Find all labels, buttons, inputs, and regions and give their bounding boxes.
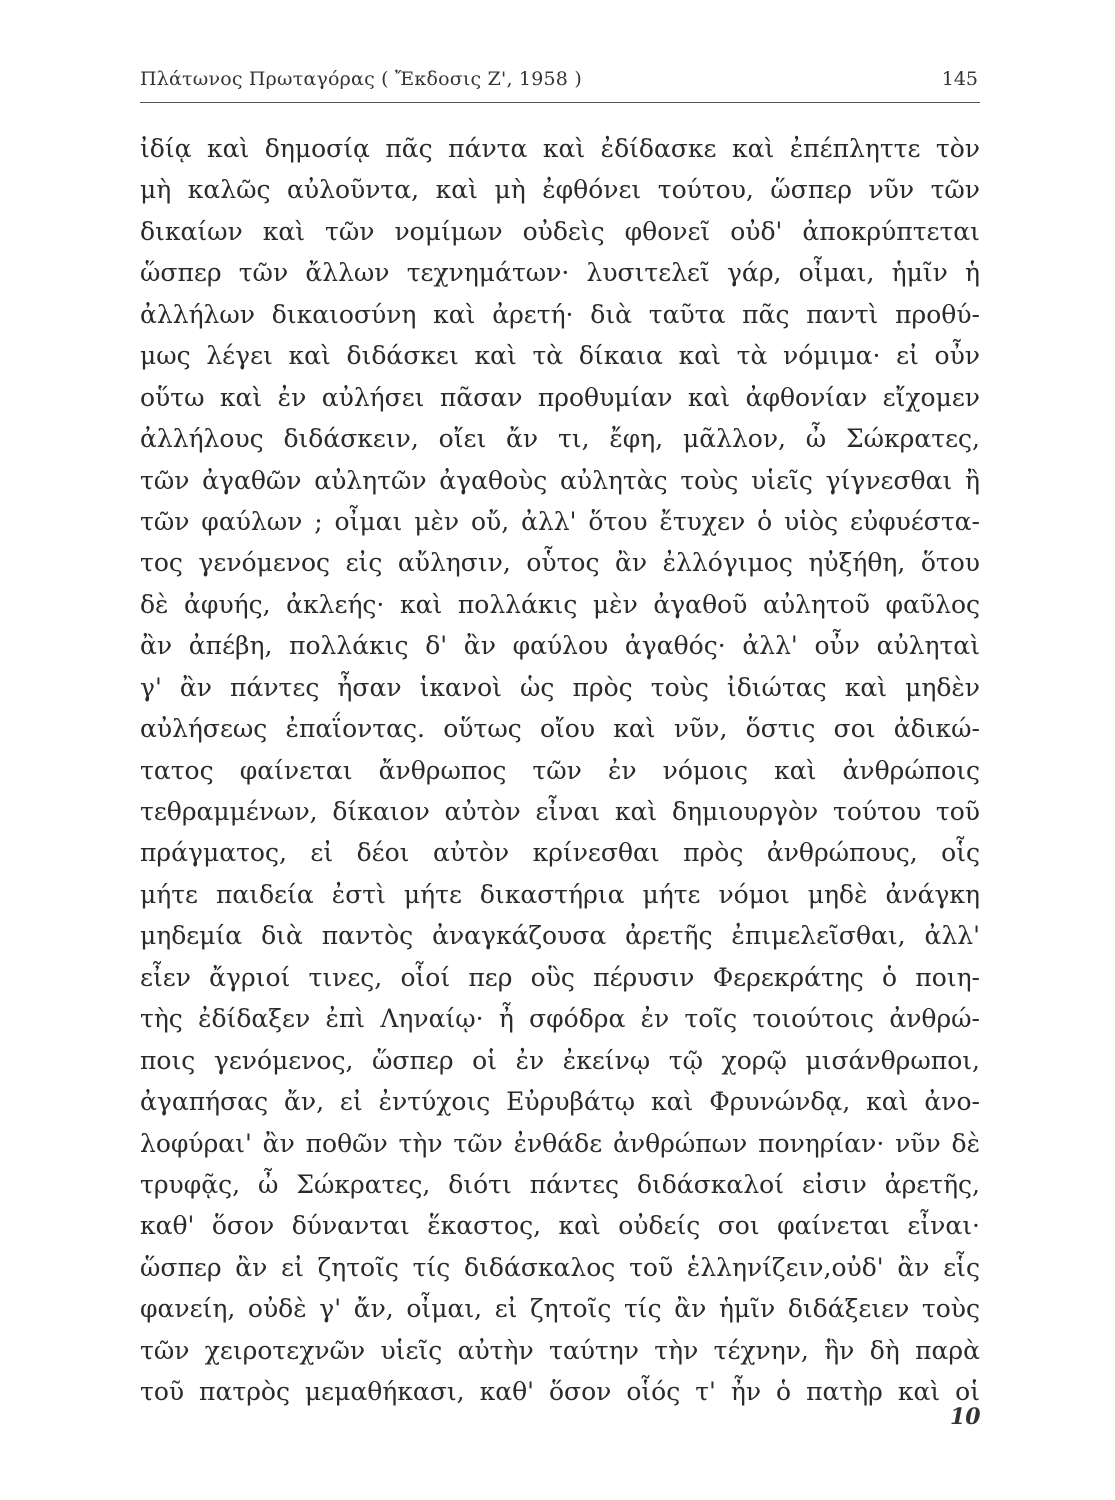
text-line: τοῦ πατρὸς μεμαθήκασι, καθ' ὅσον οἷός τ' ἦν ὁ πατὴρ καὶ οἱ	[140, 1377, 980, 1407]
text-line: ἀλλήλων δικαιοσύνη καὶ ἀρετή· διὰ ταῦτα πᾶς παντὶ προθύ-	[140, 299, 980, 329]
text-line: δικαίων καὶ τῶν νομίμων οὐδεὶς φθονεῖ οὐδ' ἀποκρύπτεται	[140, 216, 980, 246]
text-line: καθ' ὅσον δύνανται ἕκαστος, καὶ οὐδείς σοι φαίνεται εἶναι·	[140, 1211, 980, 1241]
text-line: δὲ ἀφυής, ἀκλεής· καὶ πολλάκις μὲν ἀγαθοῦ αὐλητοῦ φαῦλος	[140, 589, 980, 619]
text-line: αὐλήσεως ἐπαΐοντας. οὕτως οἴου καὶ νῦν, ὅστις σοι ἀδικώ-	[140, 714, 980, 744]
text-line: μήτε παιδεία ἐστὶ μήτε δικαστήρια μήτε νόμοι μηδὲ ἀνάγκη	[140, 879, 980, 909]
text-line: γ' ἂν πάντες ἦσαν ἱκανοὶ ὡς πρὸς τοὺς ἰδιώτας καὶ μηδὲν	[140, 672, 980, 702]
text-line: ἰδίᾳ καὶ δημοσίᾳ πᾶς πάντα καὶ ἐδίδασκε καὶ ἐπέπληττε τὸν	[140, 134, 980, 163]
text-line: πράγματος, εἰ δέοι αὐτὸν κρίνεσθαι πρὸς ἀνθρώπους, οἷς	[140, 838, 980, 868]
text-line: λοφύραι' ἂν ποθῶν τὴν τῶν ἐνθάδε ἀνθρώπων πονηρίαν· νῦν δὲ	[140, 1128, 980, 1158]
text-line: τος γενόμενος εἰς αὔλησιν, οὗτος ἂν ἐλλόγιμος ηὐξήθη, ὅτου	[140, 548, 980, 578]
running-head	[140, 64, 980, 103]
text-line: τῶν χειροτεχνῶν υἱεῖς αὐτὴν ταύτην τὴν τέχνην, ἣν δὴ παρὰ	[140, 1335, 980, 1365]
signature-mark: 10	[950, 1404, 981, 1430]
text-line: τατος φαίνεται ἄνθρωπος τῶν ἐν νόμοις καὶ ἀνθρώποις	[140, 755, 980, 785]
text-line: εἶεν ἄγριοί τινες, οἷοί περ οὓς πέρυσιν Φερεκράτης ὁ ποιη-	[140, 962, 980, 992]
text-line: τρυφᾷς, ὦ Σώκρατες, διότι πάντες διδάσκαλοί εἰσιν ἀρετῆς,	[140, 1169, 980, 1199]
text-line: ἀγαπήσας ἄν, εἰ ἐντύχοις Εὐρυβάτῳ καὶ Φρυνώνδᾳ, καὶ ἀνο-	[140, 1087, 980, 1117]
text-line: ὥσπερ τῶν ἄλλων τεχνημάτων· λυσιτελεῖ γάρ, οἶμαι, ἡμῖν ἡ	[140, 258, 980, 288]
text-line: οὕτω καὶ ἐν αὐλήσει πᾶσαν προθυμίαν καὶ ἀφθονίαν εἴχομεν	[140, 382, 980, 412]
text-line: τῶν ἀγαθῶν αὐλητῶν ἀγαθοὺς αὐλητὰς τοὺς υἱεῖς γίγνεσθαι ἢ	[140, 465, 980, 495]
running-title: Πλάτωνος Πρωταγόρας ( Ἔκδοσις Ζ', 1958 )	[140, 68, 582, 90]
text-line: ἂν ἀπέβη, πολλάκις δ' ἂν φαύλου ἀγαθός· ἀλλ' οὖν αὐληταὶ	[140, 631, 980, 661]
text-line: τὴς ἐδίδαξεν ἐπὶ Ληναίῳ· ἦ σφόδρα ἐν τοῖς τοιούτοις ἀνθρώ-	[140, 1004, 980, 1034]
text-line: μὴ καλῶς αὐλοῦντα, καὶ μὴ ἐφθόνει τούτου, ὥσπερ νῦν τῶν	[140, 175, 980, 205]
body-text	[140, 128, 980, 1413]
text-line: τεθραμμένων, δίκαιον αὐτὸν εἶναι καὶ δημιουργὸν τούτου τοῦ	[140, 797, 980, 826]
text-line: ποις γενόμενος, ὥσπερ οἱ ἐν ἐκείνῳ τῷ χορῷ μισάνθρωποι,	[140, 1045, 980, 1075]
text-line: ἀλλήλους διδάσκειν, οἴει ἄν τι, ἔφη, μᾶλλον, ὦ Σώκρατες,	[140, 424, 980, 454]
text-line: τῶν φαύλων ; οἶμαι μὲν οὔ, ἀλλ' ὅτου ἔτυχεν ὁ υἱὸς εὐφυέστα-	[140, 506, 980, 536]
text-line: φανείη, οὐδὲ γ' ἄν, οἶμαι, εἰ ζητοῖς τίς ἂν ἡμῖν διδάξειεν τοὺς	[140, 1294, 980, 1324]
text-line: μως λέγει καὶ διδάσκει καὶ τὰ δίκαια καὶ τὰ νόμιμα· εἰ οὖν	[140, 341, 980, 371]
text-line: μηδεμία διὰ παντὸς ἀναγκάζουσα ἀρετῆς ἐπιμελεῖσθαι, ἀλλ'	[140, 921, 980, 951]
page-number: 145	[941, 68, 978, 90]
text-line: ὥσπερ ἂν εἰ ζητοῖς τίς διδάσκαλος τοῦ ἑλληνίζειν,οὐδ' ἂν εἷς	[140, 1252, 980, 1282]
